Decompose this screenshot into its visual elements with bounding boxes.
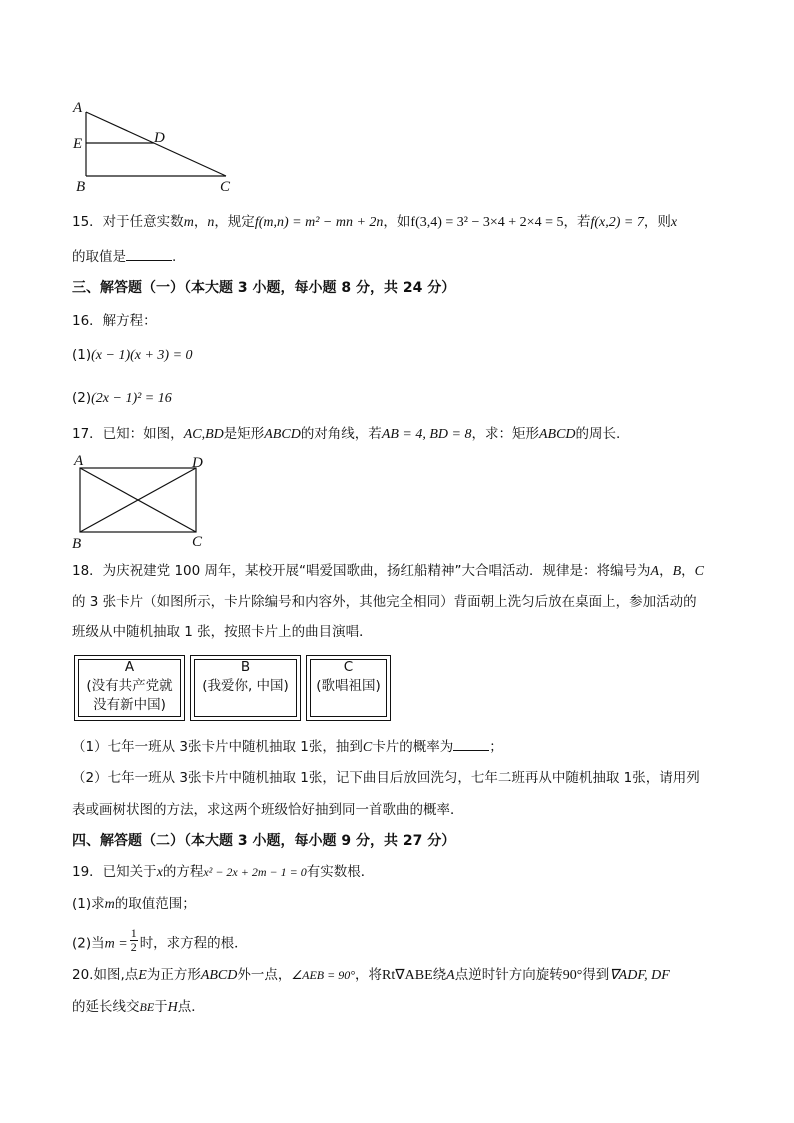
- vertex-A: A: [73, 100, 83, 116]
- q18-sub2-line1: （2）七年一班从 3张卡片中随机抽取 1张，记下曲目后放回洗匀，七年二班再从中随机抽取 1张，请用列: [72, 770, 700, 786]
- q20-line2: [72, 997, 205, 1018]
- q19-part1: [72, 894, 196, 915]
- var-m: m: [104, 897, 115, 912]
- var-n: n: [207, 215, 215, 230]
- q20-text: 绕: [432, 967, 447, 983]
- vertex-A: A: [74, 453, 84, 469]
- var-x: x: [156, 865, 163, 880]
- card-text: (没有共产党就: [86, 678, 173, 694]
- card-label-C: C: [694, 564, 704, 579]
- song-card-B: [190, 655, 301, 721]
- fraction-denominator: 2: [130, 940, 137, 954]
- q17-text: 17．已知：如图，: [72, 426, 184, 442]
- q15-text: ，则: [643, 214, 671, 230]
- q20-text: 外一点，: [237, 967, 292, 983]
- q19-line: [72, 862, 374, 883]
- equation-2: (2x − 1)² = 16: [91, 391, 172, 406]
- vertex-D: D: [192, 455, 203, 471]
- formula-condition: f(x,2) = 7: [590, 215, 644, 230]
- math-abcd: ABCD: [200, 968, 238, 983]
- card-text: 没有新中国): [93, 697, 166, 713]
- q15-end: .: [172, 249, 177, 265]
- q20-line1: [72, 965, 670, 986]
- equation-quadratic: x² − 2x + 2m − 1 = 0: [203, 865, 307, 879]
- part-label: (1): [72, 347, 92, 363]
- q20-text: 点逆时针方向旋转: [454, 967, 563, 983]
- q18-end: ；: [489, 739, 503, 755]
- q20-text: ，将: [355, 967, 383, 983]
- q18-line2: 的 3 张卡片（如图所示，卡片除编号和内容外，其他完全相同）背面朝上洗匀后放在桌面上，参加活动的: [72, 594, 697, 610]
- point-E: E: [138, 968, 147, 983]
- section-heading-3: 三、解答题（一）（本大题 3 小题，每小题 8 分，共 24 分）: [72, 280, 456, 296]
- q20-text: 于: [154, 999, 168, 1015]
- q19-text: 19．已知关于: [72, 864, 157, 880]
- equation-1: (x − 1)(x + 3) = 0: [91, 348, 193, 363]
- q17-text: 的对角线，若: [300, 426, 382, 442]
- song-card-C: [306, 655, 391, 721]
- card-letter: B: [240, 659, 251, 675]
- card-text: (歌唱祖国): [316, 678, 381, 694]
- vertex-B: B: [76, 179, 86, 194]
- vertex-C: C: [192, 534, 203, 550]
- q19-text: 的方程: [162, 864, 204, 880]
- section-heading-4: 四、解答题（二）（本大题 3 小题，每小题 9 分，共 27 分）: [72, 833, 456, 849]
- card-inner-border: [194, 659, 297, 717]
- math-angle: ∠AEB = 90°: [291, 968, 356, 982]
- math-triangle-abe: Rt∇ABE: [382, 968, 433, 983]
- q19-text: (1)求: [72, 896, 105, 912]
- fraction-one-half: [130, 927, 138, 954]
- var-m: m: [183, 215, 194, 230]
- q20-text: 得到: [582, 967, 610, 983]
- triangle-figure: [68, 98, 243, 194]
- vertex-C: C: [220, 179, 231, 194]
- vertex-E: E: [73, 136, 83, 152]
- q18-line1: [72, 561, 704, 582]
- q17-line: [72, 424, 620, 445]
- q19-text: (2)当: [72, 935, 105, 952]
- fraction-numerator: 1: [130, 926, 137, 940]
- math-degrees: 90°: [562, 968, 583, 983]
- q19-text: 时，求方程的根．: [139, 935, 248, 952]
- math-m-equals: m =: [104, 936, 128, 952]
- q15-sep: ，: [193, 214, 208, 230]
- q20-text: 20.如图,点: [72, 967, 139, 983]
- q19-text: 的取值范围；: [114, 896, 196, 912]
- point-A: A: [446, 968, 455, 983]
- card-letter: A: [124, 659, 135, 675]
- rectangle-figure: [68, 450, 218, 552]
- math-condition: AB = 4, BD = 8: [381, 427, 472, 442]
- q20-text: 点．: [177, 999, 205, 1015]
- q18-text: （1）七年一班从 3张卡片中随机抽取 1张，抽到: [72, 739, 363, 755]
- q15-line2: [72, 246, 176, 267]
- answer-blank[interactable]: [453, 736, 489, 751]
- card-inner-border: [78, 659, 181, 717]
- q15-text: 的取值是: [72, 249, 126, 265]
- q15-line1: [72, 212, 677, 233]
- formula-definition: f(m,n) = m² − mn + 2n: [254, 215, 384, 230]
- q16-part2: [72, 388, 172, 409]
- q15-text: ，若: [563, 214, 591, 230]
- math-acbd: AC,BD: [183, 427, 224, 442]
- card-label-C: C: [362, 740, 373, 755]
- card-letter: C: [343, 659, 354, 675]
- song-card-A: [74, 655, 185, 721]
- card-label-B: B: [672, 564, 682, 579]
- card-label-A: A: [650, 564, 660, 579]
- q20-text: 的延长线交: [72, 999, 140, 1015]
- q18-line3: 班级从中随机抽取 1 张，按照卡片上的曲目演唱．: [72, 624, 373, 640]
- q15-text: 15．对于任意实数: [72, 214, 184, 230]
- q17-text: 是矩形: [223, 426, 265, 442]
- math-abcd: ABCD: [264, 427, 301, 442]
- formula-example: f(3,4) = 3² − 3×4 + 2×4 = 5: [410, 215, 564, 230]
- q16-part1: [72, 345, 193, 366]
- q19-text: 有实数根．: [306, 864, 375, 880]
- q15-text: ，规定: [214, 214, 255, 230]
- answer-blank[interactable]: [126, 246, 172, 261]
- q18-sep: ，: [681, 563, 695, 579]
- q18-text: 卡片的概率为: [372, 739, 454, 755]
- point-H: H: [167, 1000, 178, 1015]
- q15-text: ，如: [383, 214, 411, 230]
- q16-title: 16．解方程：: [72, 313, 157, 329]
- math-triangle-adf: ∇ADF, DF: [609, 968, 670, 983]
- q18-text: 18．为庆祝建党 100 周年，某校开展“唱爱国歌曲，扬红船精神”大合唱活动．规律是：将编号为: [72, 563, 651, 579]
- part-label: (2): [72, 390, 92, 406]
- q17-text: 的周长.: [575, 426, 621, 442]
- q18-sep: ，: [659, 563, 673, 579]
- math-abcd: ABCD: [538, 427, 576, 442]
- q17-text: ，求：矩形: [471, 426, 539, 442]
- q20-text: 为正方形: [146, 967, 201, 983]
- math-be: BE: [139, 1000, 155, 1014]
- vertex-B: B: [72, 536, 82, 552]
- q18-sub1: [72, 736, 503, 758]
- vertex-D: D: [154, 130, 165, 146]
- card-inner-border: [310, 659, 387, 717]
- var-x: x: [670, 215, 678, 230]
- q18-sub2-line2: 表或画树状图的方法，求这两个班级恰好抽到同一首歌曲的概率．: [72, 802, 464, 818]
- card-text: (我爱你, 中国): [202, 678, 289, 694]
- q19-part2: [72, 926, 248, 957]
